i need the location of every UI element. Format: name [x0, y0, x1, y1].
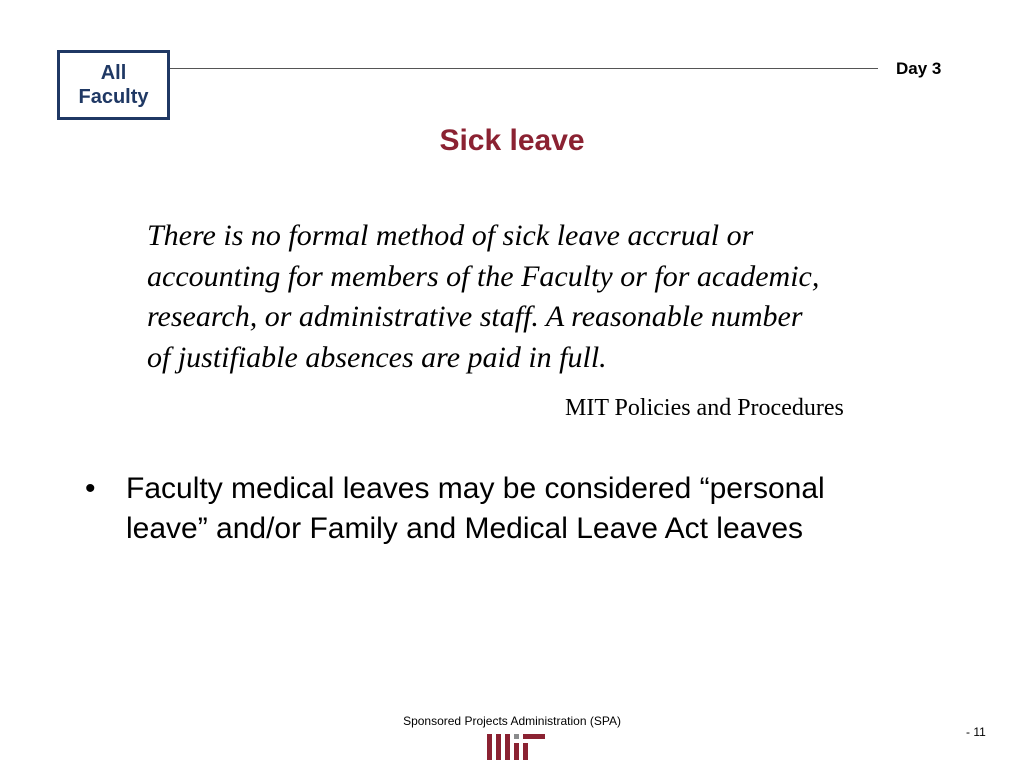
page-number: - 11	[966, 725, 986, 739]
quote-line: accounting for members of the Faculty or for academic,	[147, 259, 820, 293]
header-divider	[170, 68, 878, 69]
policy-quote	[147, 216, 927, 378]
footer-text: Sponsored Projects Administration (SPA)	[403, 714, 621, 728]
mit-logo-icon	[487, 734, 545, 760]
slide-title: Sick leave	[439, 124, 585, 157]
quote-line: of justifiable absences are paid in full.	[147, 340, 607, 374]
day-label: Day 3	[896, 59, 942, 78]
quote-line: research, or administrative staff. A reasonable number	[147, 300, 803, 333]
bullet-line: leave” and/or Family and Medical Leave Act leaves	[126, 512, 804, 545]
quote-attribution: MIT Policies and Procedures	[565, 395, 844, 421]
bullet-text	[126, 469, 825, 549]
audience-label: All Faculty	[78, 62, 149, 108]
audience-badge	[57, 50, 170, 120]
bullet-line: Faculty medical leaves may be considered “personal	[126, 472, 825, 505]
quote-line: There is no formal method of sick leave accrual or	[147, 219, 754, 252]
bullet-marker: •	[85, 472, 96, 505]
